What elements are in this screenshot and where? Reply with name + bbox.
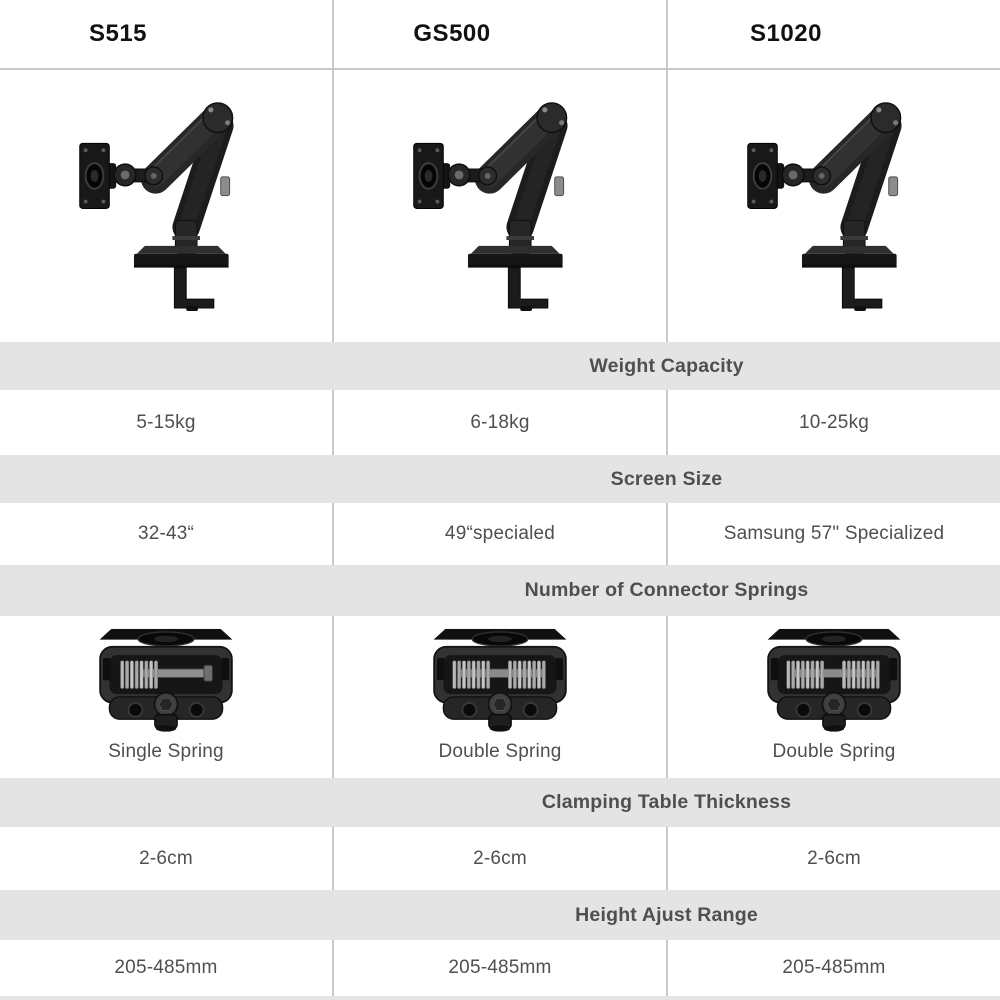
- weight-value-s515: 5-15kg: [136, 411, 196, 433]
- values-row-clamping: [0, 827, 1000, 890]
- monitor-arm-image: [728, 94, 940, 316]
- banner-label: Screen Size: [610, 467, 723, 490]
- banner-weight-capacity: [0, 342, 1000, 390]
- spring-cell-s1020: [666, 616, 1000, 778]
- height-value-s515: 205-485mm: [114, 957, 218, 978]
- header-row: [0, 0, 1000, 70]
- product-image-cell-s1020: [666, 70, 1000, 342]
- height-value-s1020: 205-485mm: [666, 940, 1000, 996]
- product-image-row: [0, 70, 1000, 342]
- banner-label: Number of Connector Springs: [524, 579, 809, 601]
- banner-label: Weight Capacity: [589, 354, 744, 377]
- double-spring-mechanism-icon: [755, 619, 913, 734]
- banner-screen-size: [0, 455, 1000, 503]
- weight-value-gs500: 6-18kg: [332, 390, 666, 455]
- weight-value-s1020: 10-25kg: [666, 390, 1000, 455]
- banner-label: Height Ajust Range: [575, 903, 758, 926]
- banner-height-range: [0, 890, 1000, 940]
- spring-image-row: [0, 616, 1000, 778]
- banner-label: Clamping Table Thickness: [541, 791, 792, 813]
- height-value-gs500: 205-485mm: [332, 940, 666, 996]
- banner-connector-springs: [0, 565, 1000, 616]
- values-row-screen-size: [0, 503, 1000, 565]
- product-name-s1020: S1020: [750, 20, 822, 47]
- product-image-cell-gs500: [332, 70, 666, 342]
- monitor-arm-image: [394, 94, 606, 316]
- banner-clamping-thickness: [0, 778, 1000, 827]
- screen-value-s1020: Samsung 57" Specialized: [666, 503, 1000, 565]
- spring-type-label: Single Spring: [108, 741, 224, 762]
- spring-cell-s515: [0, 616, 332, 778]
- bottom-banner-strip: [0, 996, 1000, 1000]
- values-row-weight-capacity: [0, 390, 1000, 455]
- values-row-height-range: [0, 940, 1000, 996]
- screen-value-gs500: 49“specialed: [332, 503, 666, 565]
- single-spring-mechanism-icon: [87, 619, 245, 734]
- header-cell-gs500: [332, 0, 666, 68]
- clamp-value-gs500: 2-6cm: [332, 827, 666, 890]
- clamp-value-s1020: 2-6cm: [666, 827, 1000, 890]
- spring-cell-gs500: [332, 616, 666, 778]
- spring-type-label: Double Spring: [772, 741, 896, 762]
- clamp-value-s515: 2-6cm: [139, 847, 193, 869]
- screen-value-s515: 32-43“: [137, 523, 195, 544]
- header-cell-s515: [0, 0, 332, 68]
- product-image-cell-s515: [0, 70, 332, 342]
- product-name-gs500: GS500: [413, 20, 491, 47]
- spring-type-label: Double Spring: [438, 741, 562, 762]
- product-name-s515: S515: [88, 20, 148, 47]
- double-spring-mechanism-icon: [421, 619, 579, 734]
- monitor-arm-image: [60, 94, 272, 316]
- header-cell-s1020: [666, 0, 1000, 68]
